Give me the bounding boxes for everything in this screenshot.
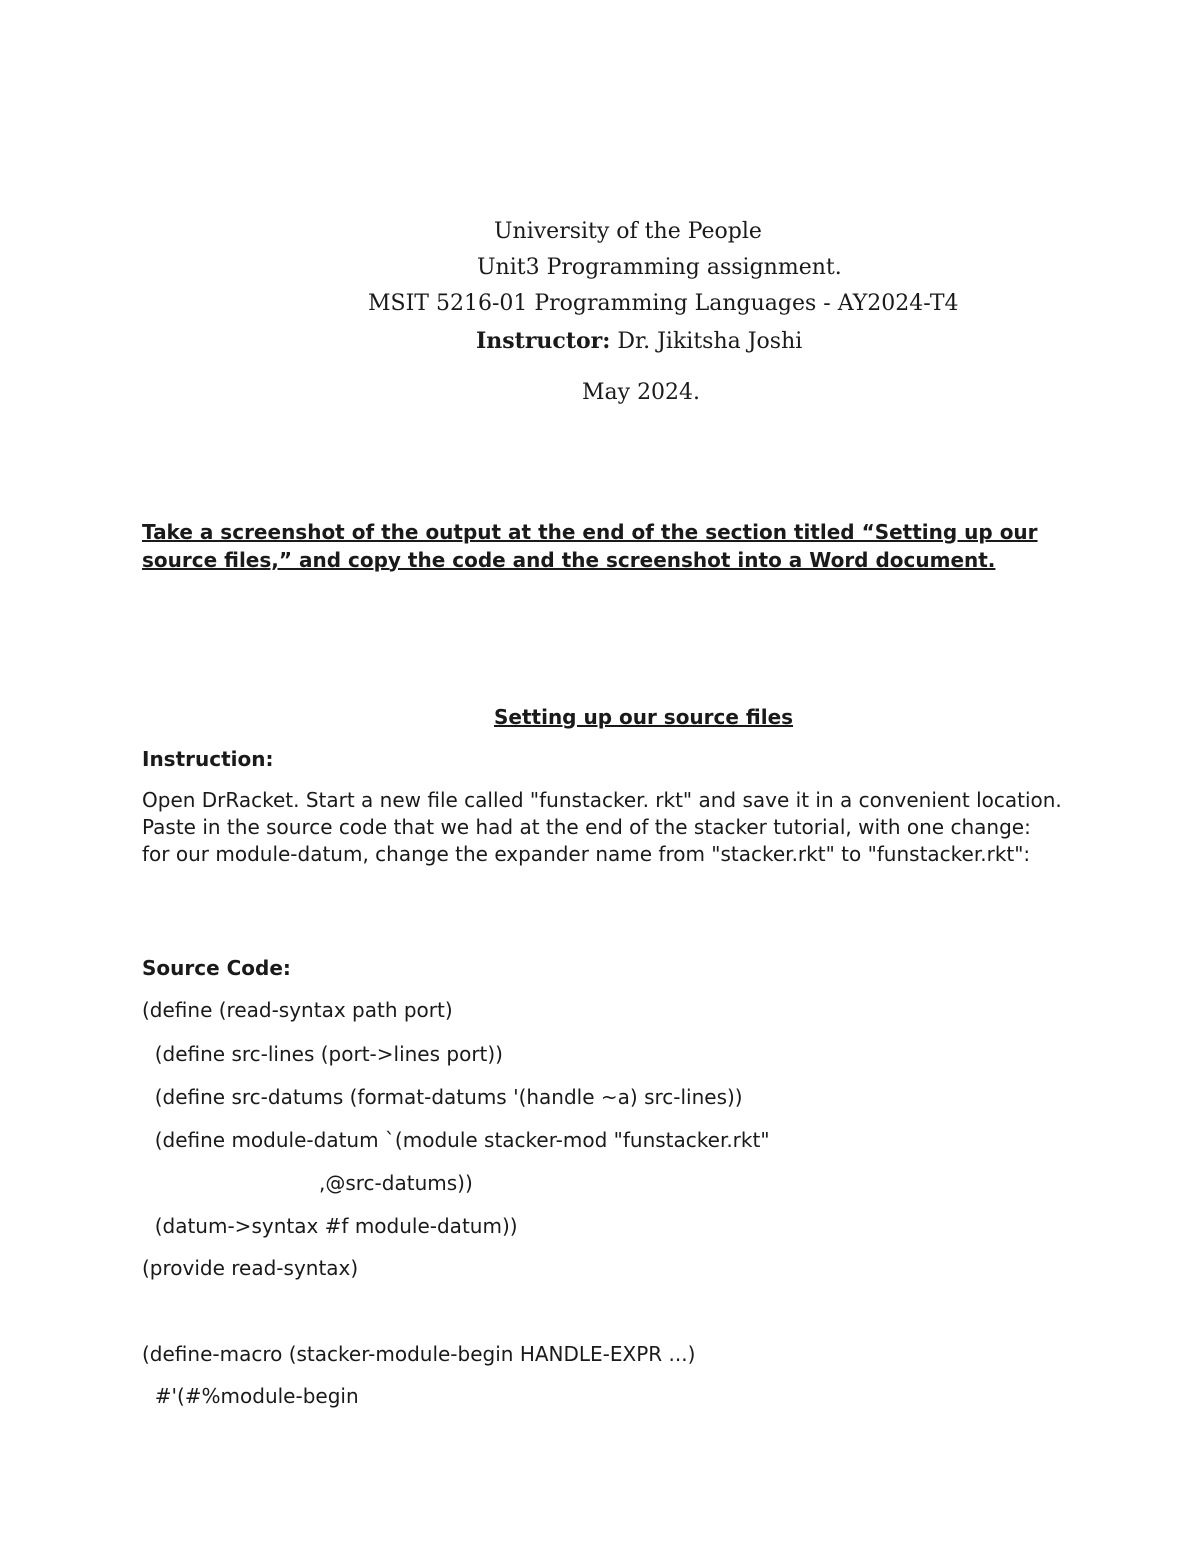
code-line: ,@src-datums)) <box>319 1171 473 1195</box>
code-line: (define src-lines (port->lines port)) <box>142 1042 503 1066</box>
code-line: (define (read-syntax path port) <box>142 998 453 1022</box>
code-line: (define-macro (stacker-module-begin HANDLE-EXPR ...) <box>142 1342 696 1366</box>
code-line: #'(#%module-begin <box>142 1384 359 1408</box>
instructor-label: Instructor: <box>476 328 611 354</box>
instructor-line <box>476 330 802 353</box>
instructor-name: Dr. Jikitsha Joshi <box>610 329 803 354</box>
assignment-title: Unit3 Programming assignment. <box>477 255 842 280</box>
source-code-label: Source Code: <box>142 956 291 980</box>
code-line: (provide read-syntax) <box>142 1256 359 1280</box>
section-heading: Setting up our source files <box>494 705 794 729</box>
task-statement: Take a screenshot of the output at the end of the section titled “Setting up our source files,” and copy the code and the screenshot into a Word document. <box>142 520 1038 572</box>
instruction-label: Instruction: <box>142 747 274 771</box>
instruction-text: Open DrRacket. Start a new file called "funstacker. rkt" and save it in a convenient location. Paste in the source code that we had at the end of the stacker tutorial, with one change: for our module-datum, change the expander name from "stacker.rkt" to "funstacker.rkt": <box>142 788 1062 866</box>
code-line: (define module-datum `(module stacker-mod "funstacker.rkt" <box>142 1128 770 1152</box>
document-date: May 2024. <box>582 380 701 405</box>
code-line: (datum->syntax #f module-datum)) <box>142 1214 518 1238</box>
code-line: (define src-datums (format-datums '(handle ~a) src-lines)) <box>142 1085 743 1109</box>
university-name: University of the People <box>494 219 762 244</box>
course-title: MSIT 5216-01 Programming Languages - AY2024-T4 <box>368 291 959 316</box>
